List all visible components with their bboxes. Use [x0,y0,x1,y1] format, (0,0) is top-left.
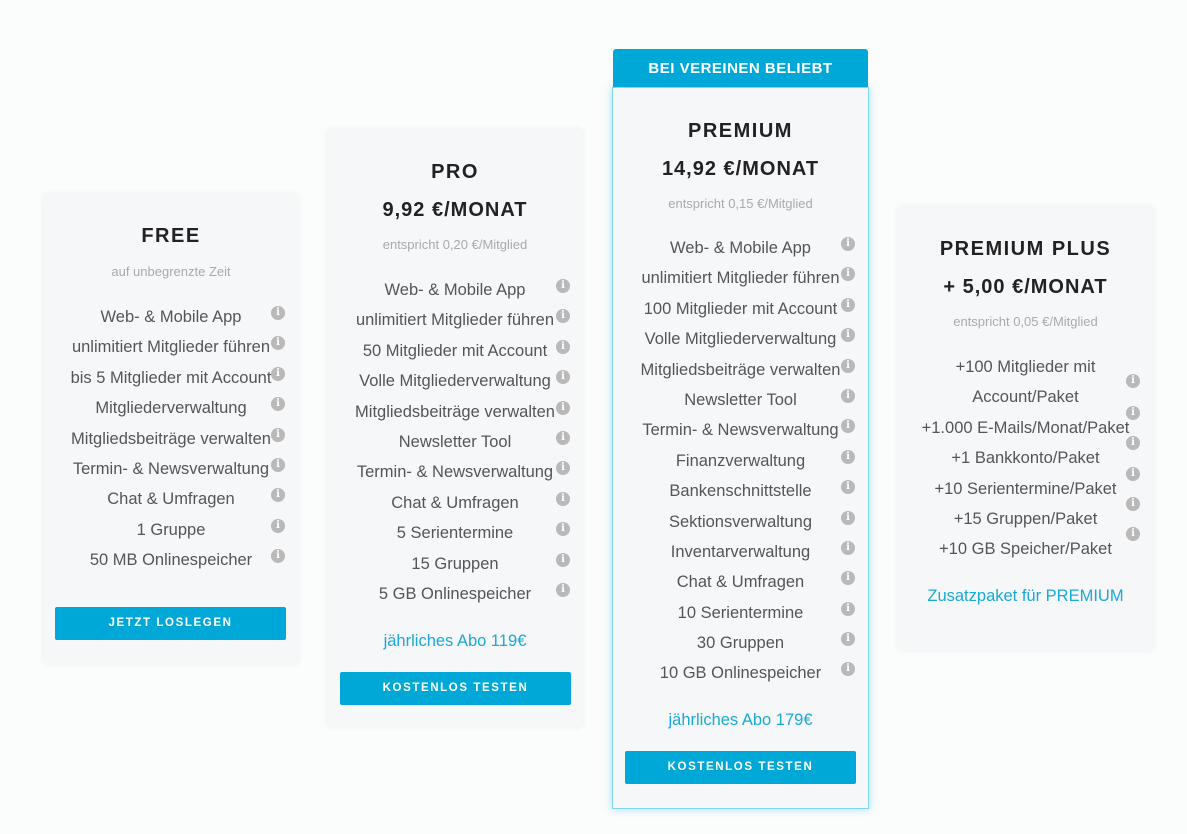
get-started-button[interactable]: JETZT LOSLEGEN [55,607,286,640]
plan-name: PREMIUM [688,120,793,142]
feature-item: Volle Mitgliederverwaltung i [328,366,582,396]
popular-badge: BEI VEREINEN BELIEBT [613,49,868,88]
info-icon[interactable]: i [841,237,855,251]
info-icon[interactable]: i [556,431,570,445]
feature-item: bis 5 Mitglieder mit Account i [44,363,298,393]
feature-item: unlimitiert Mitglieder führen i [44,332,298,362]
feature-item: Web- & Mobile App i [328,275,582,305]
plan-price: + 5,00 €/MONAT [943,276,1108,298]
plan-subtitle: auf unbegrenzte Zeit [111,264,231,279]
feature-list [613,233,868,689]
feature-item: Newsletter Tool i [328,427,582,457]
info-icon[interactable]: i [556,309,570,323]
info-icon[interactable]: i [1126,527,1140,541]
info-icon[interactable]: i [556,401,570,415]
feature-item: Termin- & Newsverwaltung i [44,454,298,484]
info-icon[interactable]: i [556,461,570,475]
info-icon[interactable]: i [271,549,285,563]
info-icon[interactable]: i [556,583,570,597]
info-icon[interactable]: i [271,519,285,533]
plan-name: PRO [431,161,479,183]
plan-subtitle: entspricht 0,20 €/Mitglied [382,237,528,252]
info-icon[interactable]: i [841,632,855,646]
free-trial-button-pro[interactable]: KOSTENLOS TESTEN [340,672,571,705]
feature-item: Chat & Umfragen i [44,484,298,514]
info-icon[interactable]: i [556,370,570,384]
feature-list [44,302,298,576]
yearly-subscription-link[interactable]: jährliches Abo 119€ [383,632,527,650]
plan-subtitle: entspricht 0,05 €/Mitglied [953,314,1098,329]
feature-item: Web- & Mobile App i [613,233,868,263]
info-icon[interactable]: i [1126,497,1140,511]
info-icon[interactable]: i [841,602,855,616]
feature-item: 15 Gruppen i [328,549,582,579]
info-icon[interactable]: i [1126,467,1140,481]
plan-card-premium [612,87,869,809]
info-icon[interactable]: i [556,340,570,354]
plan-name: PREMIUM PLUS [939,238,1112,260]
info-icon[interactable]: i [271,458,285,472]
plan-subtitle: entspricht 0,15 €/Mitglied [668,196,813,211]
feature-item: Mitgliederverwaltung i [44,393,298,423]
feature-list [898,352,1153,565]
plan-price: 9,92 €/MONAT [382,199,528,221]
info-icon[interactable]: i [841,450,855,464]
feature-item: Volle Mitgliederverwaltung i [613,324,868,354]
feature-item: Termin- & Newsverwaltung i [328,457,582,487]
plan-card-free [44,194,298,664]
info-icon[interactable]: i [841,662,855,676]
feature-item: Bankenschnittstelle i [613,476,868,506]
feature-item: unlimitiert Mitglieder führen i [328,305,582,335]
feature-item: +10 GB Speicher/Paket i [898,534,1153,564]
feature-item: Sektionsverwaltung i [613,507,868,537]
feature-item: +10 Serientermine/Paket i [898,474,1153,504]
info-icon[interactable]: i [841,359,855,373]
addon-package-link[interactable]: Zusatzpaket für PREMIUM [927,587,1124,605]
feature-item: 10 Serientermine i [613,598,868,628]
plan-price: 14,92 €/MONAT [661,158,820,180]
feature-item: Mitgliedsbeiträge verwalten i [44,424,298,454]
info-icon[interactable]: i [556,553,570,567]
feature-item: 10 GB Onlinespeicher i [613,658,868,688]
info-icon[interactable]: i [841,571,855,585]
feature-item: 5 Serientermine i [328,518,582,548]
feature-item: +100 Mitglieder mit [955,358,1096,376]
feature-item: +1 Bankkonto/Paket i [898,443,1153,473]
info-icon[interactable]: i [841,511,855,525]
feature-item: unlimitiert Mitglieder führen i [613,263,868,293]
info-icon[interactable]: i [841,267,855,281]
feature-item: 50 MB Onlinespeicher i [44,545,298,575]
info-icon[interactable]: i [841,328,855,342]
free-trial-button-premium[interactable]: KOSTENLOS TESTEN [625,751,856,784]
feature-item: Mitgliedsbeiträge verwalten i [328,397,582,427]
info-icon[interactable]: i [271,428,285,442]
info-icon[interactable]: i [1126,436,1140,450]
info-icon[interactable]: i [841,480,855,494]
feature-item: Finanzverwaltung i [613,446,868,476]
feature-item: Account/Paket i [898,382,1153,412]
info-icon[interactable]: i [1126,406,1140,420]
info-icon[interactable]: i [1126,374,1140,388]
feature-list [328,275,582,609]
feature-item: +1.000 E-Mails/Monat/Paket i [898,413,1153,443]
info-icon[interactable]: i [271,397,285,411]
feature-item: Mitgliedsbeiträge verwalten i [613,355,868,385]
info-icon[interactable]: i [556,492,570,506]
info-icon[interactable]: i [841,298,855,312]
feature-item: Web- & Mobile App i [44,302,298,332]
plan-name: FREE [141,225,201,247]
feature-item: Chat & Umfragen i [613,567,868,597]
feature-item: Newsletter Tool i [613,385,868,415]
plan-card-pro [328,129,582,727]
feature-item: 30 Gruppen i [613,628,868,658]
feature-item: +15 Gruppen/Paket i [898,504,1153,534]
yearly-subscription-link[interactable]: jährliches Abo 179€ [668,711,813,729]
info-icon[interactable]: i [841,389,855,403]
feature-item: 100 Mitglieder mit Account i [613,294,868,324]
info-icon[interactable]: i [271,306,285,320]
plan-card-premium-plus [898,207,1153,650]
feature-item: 1 Gruppe i [44,515,298,545]
feature-item: 50 Mitglieder mit Account i [328,336,582,366]
info-icon[interactable]: i [271,488,285,502]
info-icon[interactable]: i [841,419,855,433]
info-icon[interactable]: i [271,336,285,350]
feature-item: Chat & Umfragen i [328,488,582,518]
info-icon[interactable]: i [841,541,855,555]
info-icon[interactable]: i [556,279,570,293]
feature-item: 5 GB Onlinespeicher i [328,579,582,609]
info-icon[interactable]: i [271,367,285,381]
feature-item: Inventarverwaltung i [613,537,868,567]
info-icon[interactable]: i [556,522,570,536]
feature-item: Termin- & Newsverwaltung i [613,415,868,445]
